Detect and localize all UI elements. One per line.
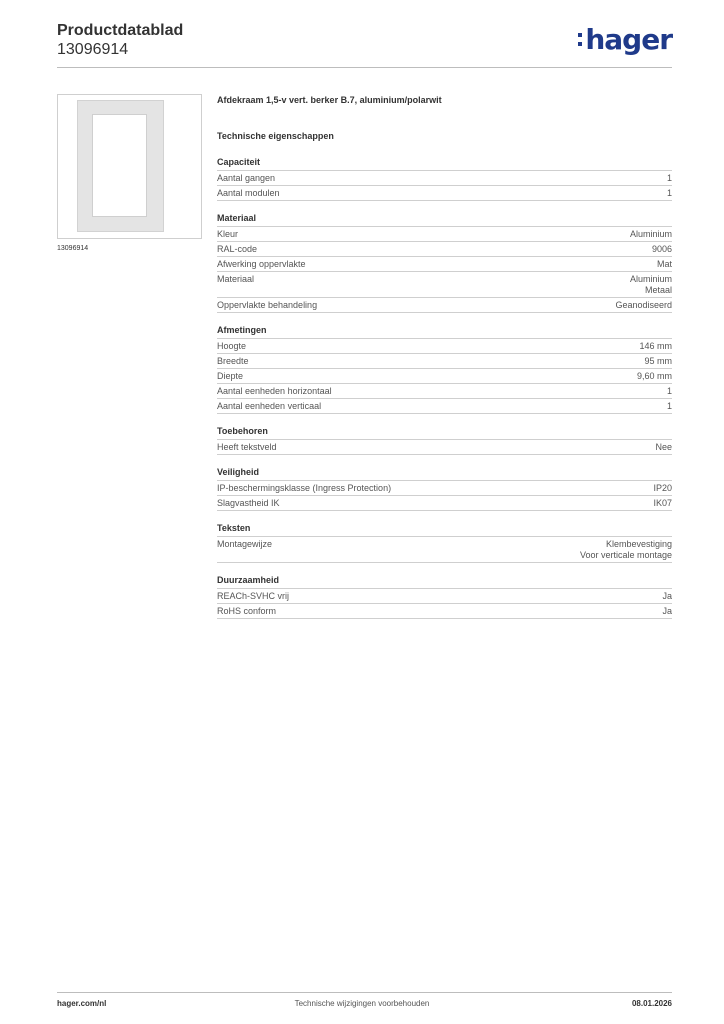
spec-value xyxy=(615,300,672,311)
spec-group-title: Toebehoren xyxy=(217,426,672,440)
spec-group-title: Veiligheid xyxy=(217,467,672,481)
spec-value xyxy=(630,274,672,296)
spec-value-line: Aluminium xyxy=(629,229,672,239)
spec-row xyxy=(217,186,672,201)
product-image-caption: 13096914 xyxy=(57,245,89,252)
spec-label: RAL-code xyxy=(217,244,258,254)
hager-logo xyxy=(585,23,672,56)
spec-value-line: Voor verticale montage xyxy=(579,550,672,560)
spec-label: Aantal gangen xyxy=(217,173,276,183)
spec-value xyxy=(657,259,672,270)
spec-value xyxy=(655,442,672,453)
spec-row xyxy=(217,272,672,298)
spec-group xyxy=(217,325,672,414)
spec-label: Aantal eenheden horizontaal xyxy=(217,386,332,396)
spec-row xyxy=(217,227,672,242)
spec-value-line: Klembevestiging xyxy=(605,539,672,549)
spec-value xyxy=(653,498,672,509)
section-title: Technische eigenschappen xyxy=(217,131,334,141)
spec-value-line: Ja xyxy=(662,606,672,616)
spec-groups xyxy=(217,157,672,619)
spec-label: Oppervlakte behandeling xyxy=(217,300,318,310)
spec-group-title: Afmetingen xyxy=(217,325,672,339)
document-number: 13096914 xyxy=(57,41,129,58)
spec-value-line: 9,60 mm xyxy=(636,371,672,381)
spec-value xyxy=(580,539,672,561)
spec-value xyxy=(667,188,672,199)
spec-row xyxy=(217,604,672,619)
footer-divider xyxy=(57,992,672,993)
spec-value-line: 95 mm xyxy=(644,356,672,366)
spec-row xyxy=(217,298,672,313)
footer-date: 08.01.2026 xyxy=(631,999,672,1008)
spec-label: Diepte xyxy=(217,371,244,381)
spec-label: IP-beschermingsklasse (Ingress Protection) xyxy=(217,483,392,493)
spec-row xyxy=(217,339,672,354)
spec-value xyxy=(662,591,672,602)
spec-value-line: 1 xyxy=(666,173,672,183)
spec-group-title: Teksten xyxy=(217,523,672,537)
product-title: Afdekraam 1,5-v vert. berker B.7, aluminium/polarwit xyxy=(217,95,442,105)
spec-value-line: IP20 xyxy=(653,483,672,493)
spec-row xyxy=(217,354,672,369)
spec-group-title: Materiaal xyxy=(217,213,672,227)
spec-value-line: 1 xyxy=(666,188,672,198)
footer-website[interactable]: hager.com/nl xyxy=(57,999,107,1008)
cover-frame-picture xyxy=(77,100,164,232)
spec-label: Kleur xyxy=(217,229,239,239)
spec-value-line: 146 mm xyxy=(639,341,672,351)
spec-value xyxy=(667,386,672,397)
spec-value-line: Ja xyxy=(662,591,672,601)
logo-text: hager xyxy=(585,23,672,56)
spec-label: Aantal eenheden verticaal xyxy=(217,401,322,411)
spec-value xyxy=(644,356,672,367)
spec-value-line: Aluminium xyxy=(629,274,672,284)
spec-value xyxy=(662,606,672,617)
spec-value xyxy=(667,401,672,412)
spec-group xyxy=(217,213,672,313)
product-image xyxy=(57,94,202,239)
document-title: Productdatablad xyxy=(57,22,184,39)
spec-value-line: Mat xyxy=(656,259,672,269)
spec-row xyxy=(217,242,672,257)
spec-label: Aantal modulen xyxy=(217,188,280,198)
spec-value xyxy=(667,173,672,184)
spec-group xyxy=(217,575,672,619)
spec-row xyxy=(217,369,672,384)
spec-value xyxy=(637,371,672,382)
spec-group xyxy=(217,467,672,511)
spec-label: Breedte xyxy=(217,356,249,366)
spec-row xyxy=(217,481,672,496)
spec-label: Heeft tekstveld xyxy=(217,442,277,452)
spec-label: Hoogte xyxy=(217,341,247,351)
spec-value-line: Nee xyxy=(655,442,672,452)
spec-label: Slagvastheid IK xyxy=(217,498,280,508)
spec-row xyxy=(217,440,672,455)
spec-row xyxy=(217,384,672,399)
spec-row xyxy=(217,537,672,563)
spec-value xyxy=(630,229,672,240)
specifications xyxy=(217,95,672,619)
header-divider xyxy=(57,67,672,68)
spec-value-line: 9006 xyxy=(651,244,672,254)
spec-group xyxy=(217,157,672,201)
spec-group-title: Duurzaamheid xyxy=(217,575,672,589)
spec-label: Montagewijze xyxy=(217,539,273,549)
spec-group-title: Capaciteit xyxy=(217,157,672,171)
spec-label: RoHS conform xyxy=(217,606,277,616)
spec-row xyxy=(217,399,672,414)
spec-value xyxy=(639,341,672,352)
spec-row xyxy=(217,589,672,604)
spec-value-line: IK07 xyxy=(653,498,672,508)
spec-value xyxy=(652,244,672,255)
spec-row xyxy=(217,496,672,511)
spec-group xyxy=(217,426,672,455)
spec-row xyxy=(217,257,672,272)
spec-label: Materiaal xyxy=(217,274,255,284)
spec-value-line: Metaal xyxy=(644,285,672,295)
spec-value-line: Geanodiseerd xyxy=(615,300,672,310)
logo-dots-icon xyxy=(578,33,582,47)
spec-value-line: 1 xyxy=(666,401,672,411)
spec-value-line: 1 xyxy=(666,386,672,396)
spec-value xyxy=(653,483,672,494)
spec-label: Afwerking oppervlakte xyxy=(217,259,306,269)
document-header xyxy=(57,22,672,68)
spec-group xyxy=(217,523,672,563)
spec-label: REACh-SVHC vrij xyxy=(217,591,290,601)
cover-frame-opening xyxy=(92,114,147,217)
footer-notice: Technische wijzigingen voorbehouden xyxy=(294,999,430,1008)
spec-row xyxy=(217,171,672,186)
